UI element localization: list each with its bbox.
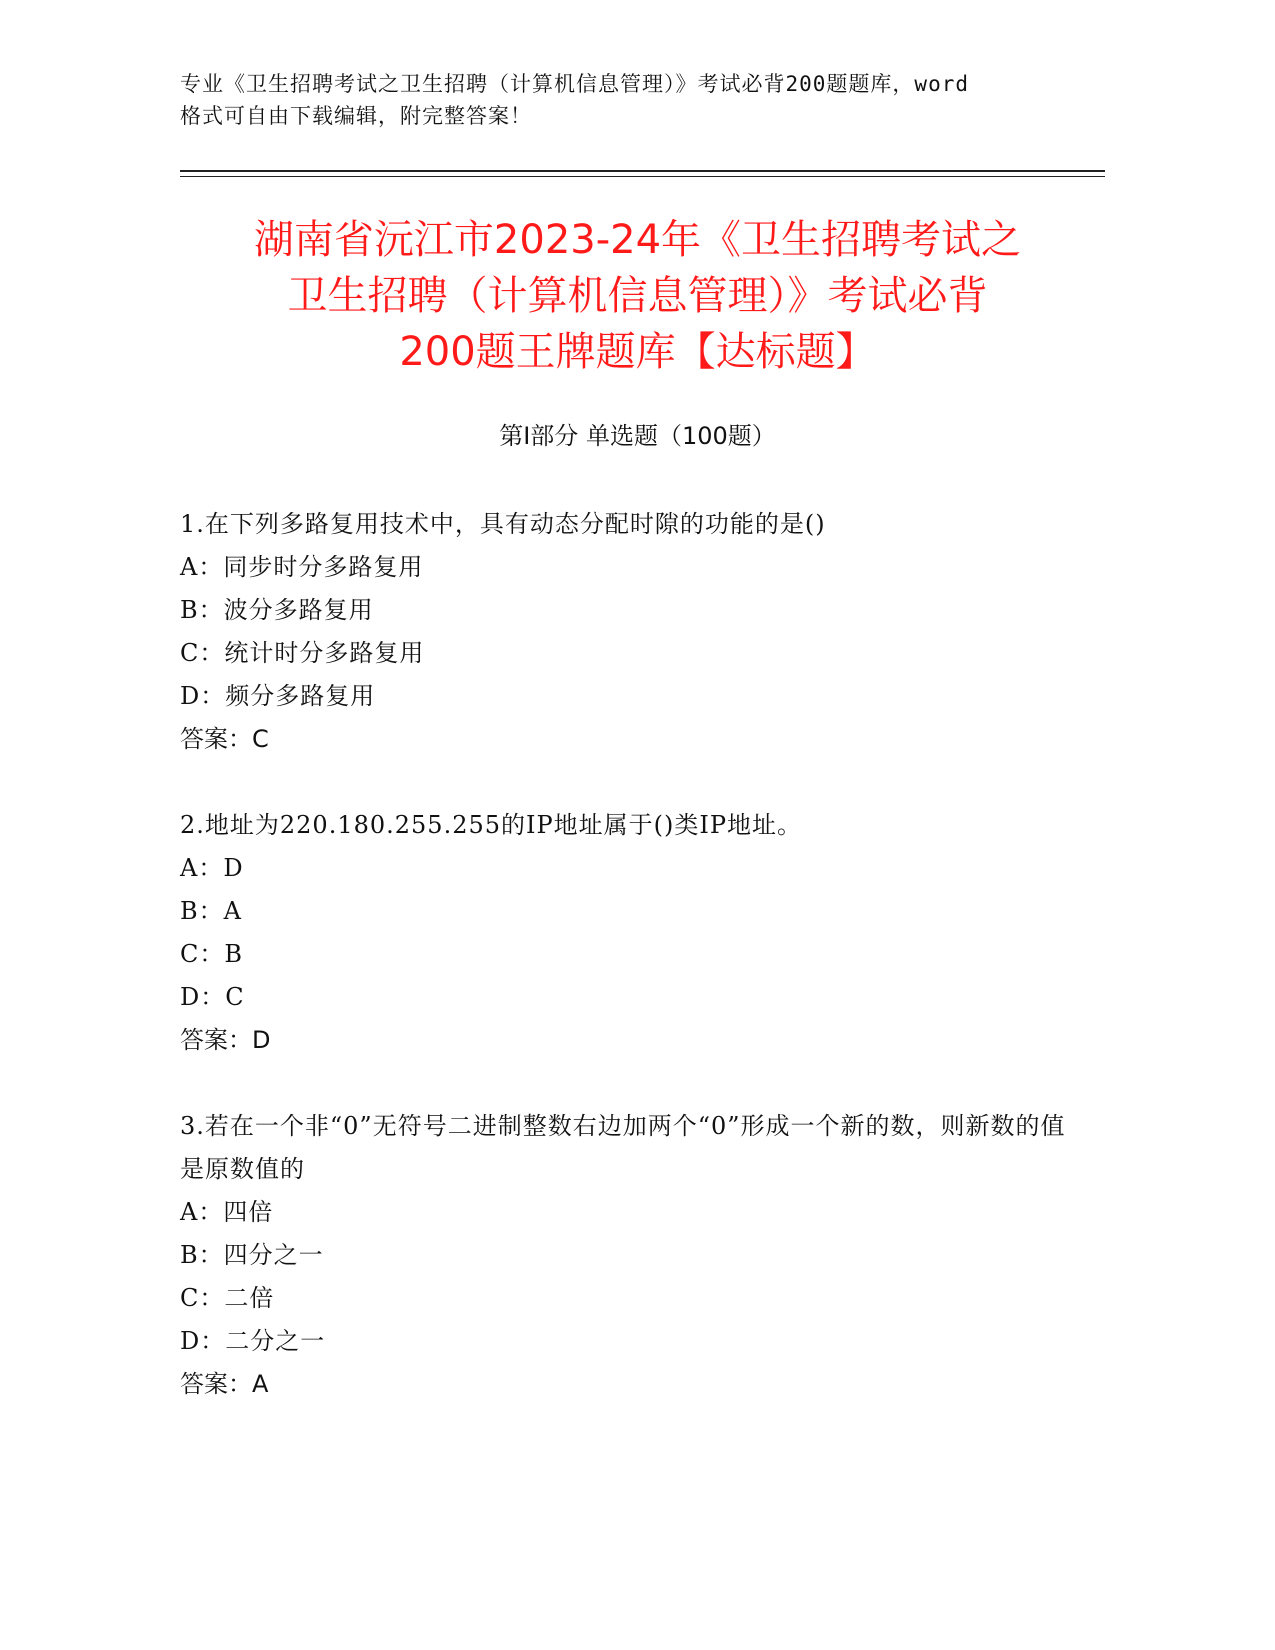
option-c: C：二倍 — [180, 1284, 275, 1312]
question-list — [180, 503, 1080, 1449]
answer: 答案：C — [180, 725, 269, 753]
header-note-line-2: 格式可自由下载编辑，附完整答案！ — [180, 104, 532, 128]
answer: 答案：D — [180, 1026, 271, 1054]
header-divider-thick — [180, 170, 1105, 172]
option-a: A：D — [180, 854, 244, 882]
header-note-line-1: 专业《卫生招聘考试之卫生招聘（计算机信息管理）》考试必背200题题库，word — [180, 72, 969, 96]
option-b: B：A — [180, 897, 242, 925]
option-a: A：同步时分多路复用 — [180, 553, 424, 581]
option-b: B：波分多路复用 — [180, 596, 374, 624]
question-stem: 1.在下列多路复用技术中，具有动态分配时隙的功能的是() — [180, 510, 826, 538]
document-title-line-2: 卫生招聘（计算机信息管理）》考试必背 — [287, 273, 988, 319]
option-c: C：统计时分多路复用 — [180, 639, 425, 667]
option-d: D：C — [180, 983, 245, 1011]
question-stem: 3.若在一个非“0”无符号二进制整数右边加两个“0”形成一个新的数，则新数的值是原数值的 — [180, 1112, 1066, 1183]
document-title — [150, 212, 1125, 380]
option-d: D：频分多路复用 — [180, 682, 376, 710]
question-1 — [180, 503, 1080, 761]
question-2 — [180, 804, 1080, 1062]
document-title-line-1: 湖南省沅江市2023-24年《卫生招聘考试之 — [253, 217, 1022, 263]
section-title: 第Ⅰ部分 单选题（100题） — [499, 422, 776, 450]
document-title-line-3: 200题王牌题库【达标题】 — [399, 329, 876, 375]
question-3 — [180, 1105, 1080, 1406]
answer: 答案：A — [180, 1370, 269, 1398]
header-divider-thin — [180, 176, 1105, 177]
option-b: B：四分之一 — [180, 1241, 324, 1269]
option-c: C：B — [180, 940, 243, 968]
header-note — [180, 68, 1080, 132]
option-a: A：四倍 — [180, 1198, 274, 1226]
option-d: D：二分之一 — [180, 1327, 326, 1355]
question-stem: 2.地址为220.180.255.255的IP地址属于()类IP地址。 — [180, 811, 803, 839]
